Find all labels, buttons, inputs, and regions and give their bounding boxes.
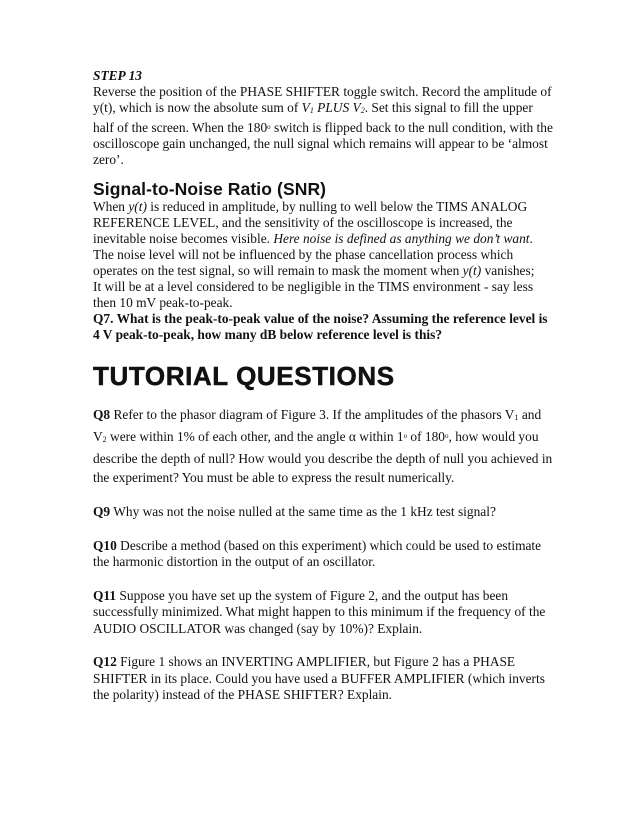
- step-13-paragraph: Reverse the position of the PHASE SHIFTER toggle switch. Record the amplitude of y(t), which is now the absolute sum of $V_1$ PLUS $V_2$. Set this signal to fill the upper half of the screen. When the 180$^o$ switch is flipped back to the null condition, with the oscilloscope gain unchanged, the null signal which remains will appear to be ‘almost zero’.: [93, 84, 553, 167]
- question-q10: Q10 Describe a method (based on this experiment) which could be used to estimate the harmonic distortion in the output of an oscillator.: [93, 537, 542, 569]
- question-q9: Q9 Why was not the noise nulled at the same time as the 1 kHz test signal?: [93, 504, 496, 519]
- question-q11: Q11 Suppose you have set up the system of Figure 2, and the output has been successfully minimized. What might happen to this minimum if the frequency of the AUDIO OSCILLATOR was changed (say by 10%)? Explain.: [93, 587, 546, 636]
- snr-heading: Signal-to-Noise Ratio (SNR): [93, 179, 327, 199]
- document-page: [93, 68, 553, 704]
- snr-negligible-line: It will be at a level considered to be negligible in the TIMS environment - say less then 10 mV peak-to-peak.: [93, 279, 534, 310]
- tutorial-questions-heading: TUTORIAL QUESTIONS: [93, 361, 395, 391]
- step-13-heading: STEP 13: [93, 68, 142, 83]
- snr-paragraph: When y(t) is reduced in amplitude, by nulling to well below the TIMS ANALOG REFERENCE LEVEL, and the sensitivity of the oscilloscope is increased, the inevitable noise becomes visible. Here noise is defined as anything we don’t want. The noise level will not be influenced by the phase cancellation process which operates on the test signal, so will remain to mask the moment when y(t) vanishes;: [93, 199, 535, 278]
- question-q7: Q7. What is the peak-to-peak value of the noise? Assuming the reference level is 4 V peak-to-peak, how many dB below reference level is this?: [93, 311, 548, 342]
- question-q12: Q12 Figure 1 shows an INVERTING AMPLIFIER, but Figure 2 has a PHASE SHIFTER in its place. Could you have used a BUFFER AMPLIFIER (which inverts the polarity) instead of the PHASE SHIFTER? Explain.: [93, 654, 545, 702]
- question-q8: Q8 Refer to the phasor diagram of Figure 3. If the amplitudes of the phasors $V_1$ and $V_2$ were within 1% of each other, and the angle α within 1$^o$ of 180$^o$, how would you describe the depth of null? How would you describe the depth of null you achieved in the experiment? You must be able to express the result numerically.: [93, 407, 553, 485]
